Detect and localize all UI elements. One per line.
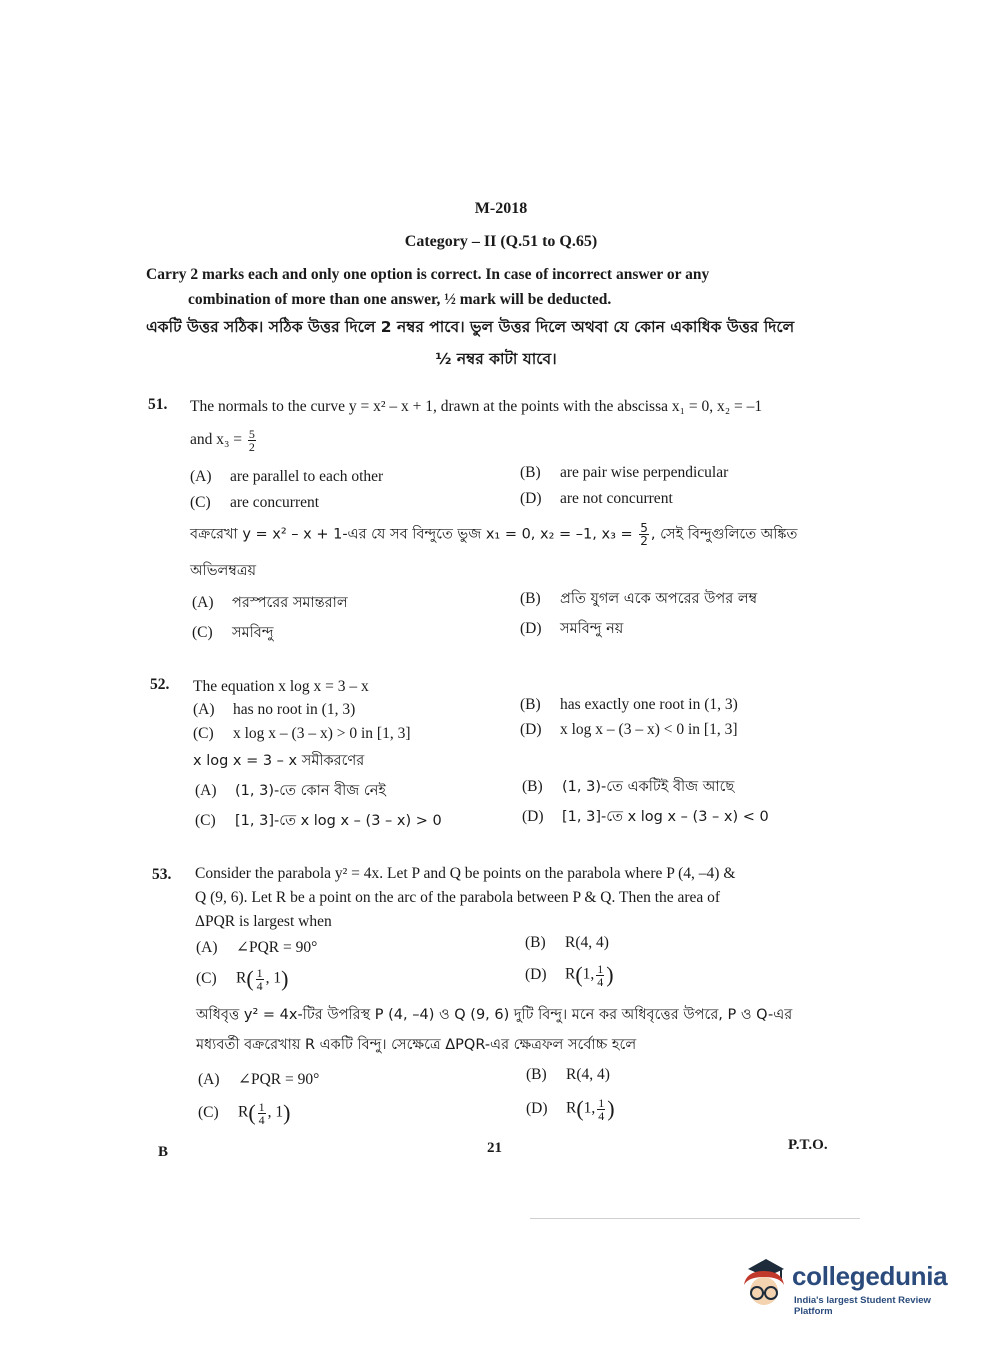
option-text: R — [565, 965, 576, 983]
paper-code: M-2018 — [474, 200, 528, 217]
option-label: (C) — [196, 969, 217, 987]
option-label: (B) — [522, 778, 543, 795]
option-text: ∠PQR = 90° — [238, 1071, 320, 1088]
option-d-bengali — [526, 1096, 615, 1122]
question-text-line-2: Q (9, 6). Let R be a point on the arc of the parabola between P & Q. Then the area of — [195, 889, 721, 906]
option-label: (B) — [520, 464, 541, 481]
option-text: (1, 3)-তে একটিই বীজ আছে — [562, 779, 735, 795]
option-text: are pair wise perpendicular — [560, 464, 729, 481]
option-text: 1, — [583, 1099, 596, 1117]
instruction-english — [146, 262, 846, 312]
option-c — [196, 966, 289, 992]
option-text: 1, — [582, 965, 595, 983]
left-paren: ( — [246, 966, 254, 991]
question-text-bengali: x log x = 3 – x সমীকরণের — [193, 753, 365, 769]
option-label: (A) — [195, 782, 217, 799]
option-text: [1, 3]-তে x log x – (3 – x) > 0 — [235, 813, 442, 829]
question-text-bengali-line-2: অভিলম্বত্রয় — [190, 563, 257, 579]
question-text-line-2 — [190, 428, 258, 453]
fraction-denominator: 2 — [248, 440, 255, 454]
option-label: (A) — [193, 701, 215, 718]
option-text: R(4, 4) — [565, 934, 609, 951]
instruction-en-line-1: Carry 2 marks each and only one option is correct. In case of incorrect answer or any — [146, 266, 710, 283]
option-label: (B) — [526, 1066, 547, 1083]
option-text: R — [566, 1099, 577, 1117]
option-a-bengali — [192, 592, 348, 616]
category-title: Category – II (Q.51 to Q.65) — [404, 233, 598, 250]
right-paren: ) — [606, 962, 614, 987]
question-text: The equation x log x = 3 – x — [193, 678, 369, 695]
option-d — [525, 962, 614, 988]
right-paren: ) — [607, 1096, 615, 1121]
option-text: x log x – (3 – x) > 0 in [1, 3] — [233, 725, 411, 742]
divider — [530, 1218, 860, 1219]
option-text: সমবিন্দু — [232, 625, 274, 641]
fraction-denominator: 4 — [256, 978, 263, 993]
option-c — [190, 494, 319, 512]
option-d — [520, 721, 738, 739]
instruction-bn-line-1: একটি উত্তর সঠিক। সঠিক উত্তর দিলে 2 নম্বর পাবে। ভুল উত্তর দিলে অথবা যে কোন একাধিক উত্তর দিলে — [146, 318, 795, 336]
option-b — [520, 464, 728, 482]
option-text: has exactly one root in (1, 3) — [560, 696, 738, 713]
option-text: R — [238, 1103, 249, 1121]
question-number: 51. — [148, 396, 168, 413]
option-text: সমবিন্দু নয় — [560, 621, 624, 637]
option-d-bengali — [520, 618, 623, 642]
fraction-numerator: 1 — [597, 961, 604, 976]
option-label: (D) — [520, 620, 542, 637]
option-b — [525, 934, 609, 952]
fraction-denominator: 4 — [258, 1112, 265, 1127]
question-text-bengali-line-1: অধিবৃত্ত y² = 4x-টির উপরিস্থ P (4, –4) ও Q (9, 6) দুটি বিন্দু। মনে কর অধিবৃত্তের উপরে, P ও Q-এর — [196, 1007, 793, 1023]
option-text: [1, 3]-তে x log x – (3 – x) < 0 — [562, 809, 769, 825]
option-label: (A) — [190, 468, 212, 485]
option-a — [190, 468, 383, 486]
question-number: 52. — [150, 676, 170, 693]
option-a — [193, 701, 355, 719]
question-text-line-3: ΔPQR is largest when — [195, 913, 332, 930]
instruction-bengali — [146, 311, 846, 375]
fraction-denominator: 4 — [597, 974, 604, 989]
left-paren: ( — [576, 1096, 584, 1121]
option-label: (C) — [192, 624, 213, 641]
option-text: are parallel to each other — [230, 468, 384, 485]
fraction — [597, 1097, 605, 1122]
page-number: 21 — [487, 1140, 502, 1156]
option-d — [520, 490, 673, 508]
left-paren: ( — [575, 962, 583, 987]
fraction — [596, 963, 604, 988]
option-text: ∠PQR = 90° — [236, 939, 318, 956]
option-label: (D) — [525, 965, 547, 983]
question-number: 53. — [152, 866, 172, 883]
fraction-numerator: 5 — [640, 521, 648, 535]
option-label: (B) — [520, 696, 541, 713]
option-label: (D) — [520, 721, 542, 738]
fraction-denominator: 4 — [598, 1108, 605, 1123]
option-label: (D) — [522, 808, 544, 825]
option-text: has no root in (1, 3) — [233, 701, 356, 718]
question-text-line-1: Consider the parabola y² = 4x. Let P and Q be points on the parabola where P (4, –4) & — [195, 865, 736, 882]
fraction-denominator: 2 — [640, 534, 648, 548]
bengali-text-part: , সেই বিন্দুগুলিতে অঙ্কিত — [650, 526, 798, 543]
footer-pto: P.T.O. — [788, 1137, 828, 1153]
option-text: are not concurrent — [560, 490, 673, 507]
option-label: (C) — [198, 1103, 219, 1121]
fraction — [248, 428, 256, 453]
option-c — [193, 725, 411, 743]
question-text: The normals to the curve y = x² – x + 1, drawn at the points with the abscissa x₁ = 0, x₂ = –1 — [190, 398, 763, 415]
option-label: (D) — [520, 490, 542, 507]
mascot-icon — [736, 1255, 792, 1311]
brand-name: collegedunia — [792, 1261, 948, 1291]
option-d-bengali — [522, 806, 769, 830]
option-text: R — [236, 969, 247, 987]
option-label: (C) — [193, 725, 214, 742]
option-label: (D) — [526, 1099, 548, 1117]
option-label: (A) — [196, 939, 218, 956]
brand-tagline: India's largest Student Review Platform — [794, 1295, 931, 1317]
option-b-bengali — [520, 588, 757, 612]
fraction — [639, 522, 649, 547]
option-text: প্রতি যুগল একে অপরের উপর লম্ব — [560, 591, 758, 607]
option-label: (A) — [192, 594, 214, 611]
instruction-en-line-2: combination of more than one answer, ½ mark will be deducted. — [188, 291, 612, 308]
fraction-numerator: 1 — [598, 1095, 605, 1110]
question-text-bengali-line-2: মধ্যবর্তী বক্ররেখায় R একটি বিন্দু। সেক্ষেত্রে ΔPQR-এর ক্ষেত্রফল সর্বোচ্চ হলে — [196, 1037, 637, 1053]
option-label: (C) — [195, 812, 216, 829]
option-b-bengali — [522, 776, 734, 800]
fraction — [256, 967, 264, 992]
option-c-bengali — [192, 622, 273, 646]
option-text: , 1 — [267, 1103, 284, 1121]
option-text: , 1 — [265, 969, 282, 987]
option-label: (B) — [520, 590, 541, 607]
option-text: R(4, 4) — [566, 1066, 610, 1083]
option-c-bengali — [195, 810, 442, 834]
question-text-bengali — [190, 522, 850, 548]
right-paren: ) — [283, 1100, 291, 1125]
right-paren: ) — [281, 966, 289, 991]
footer-set-code: B — [158, 1144, 169, 1160]
option-c-bengali — [198, 1100, 291, 1126]
instruction-bn-line-2: ½ নম্বর কাটা যাবে। — [435, 350, 557, 368]
option-label: (B) — [525, 934, 546, 951]
option-a-bengali — [198, 1070, 319, 1089]
fraction-numerator: 1 — [256, 965, 263, 980]
option-text: are concurrent — [230, 494, 320, 511]
option-a — [196, 938, 317, 957]
question-text-part: and x₃ = — [190, 431, 243, 449]
option-text: x log x – (3 – x) < 0 in [1, 3] — [560, 721, 738, 738]
option-label: (C) — [190, 494, 211, 511]
option-a-bengali — [195, 780, 386, 804]
fraction — [258, 1101, 266, 1126]
collegedunia-logo — [736, 1255, 966, 1315]
bengali-text-part: বক্ররেখা y = x² – x + 1-এর যে সব বিন্দুতে ভুজ x₁ = 0, x₂ = –1, x₃ = — [190, 526, 633, 543]
left-paren: ( — [248, 1100, 256, 1125]
fraction-numerator: 1 — [258, 1099, 265, 1114]
option-text: পরস্পরের সমান্তরাল — [232, 595, 348, 611]
fraction-numerator: 5 — [248, 427, 255, 441]
option-b-bengali — [526, 1066, 610, 1084]
option-label: (A) — [198, 1071, 220, 1088]
option-text: (1, 3)-তে কোন বীজ নেই — [235, 783, 386, 799]
option-b — [520, 696, 738, 714]
